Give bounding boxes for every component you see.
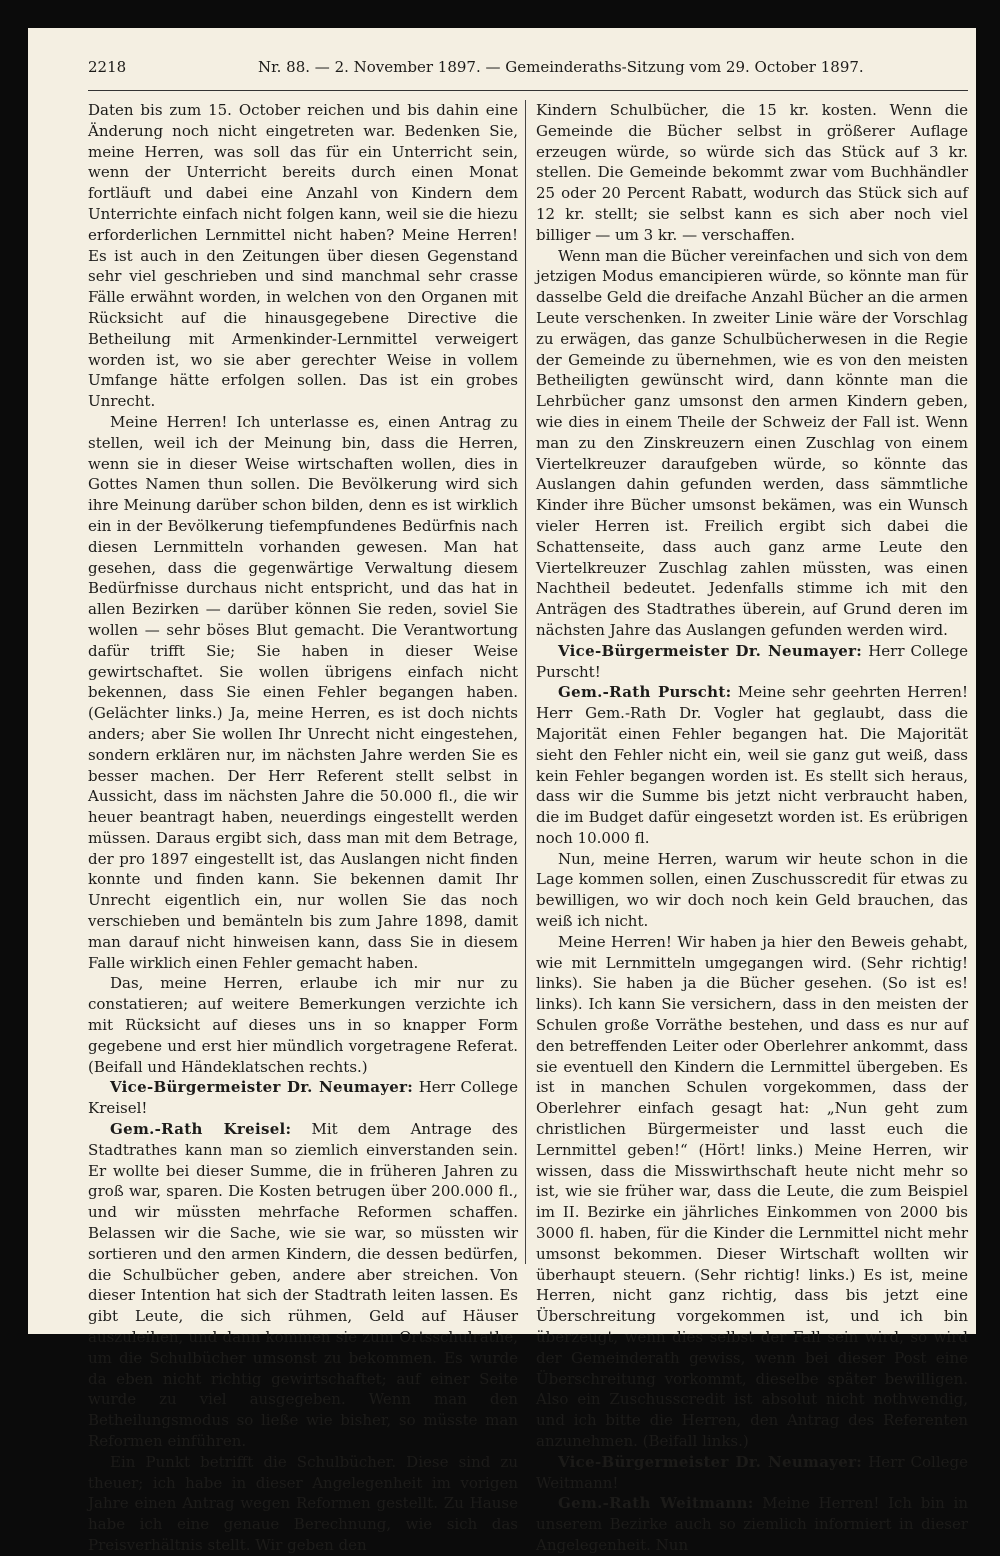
- paragraph: [536, 932, 968, 1452]
- paragraph-text: Kindern Schulbücher, die 15 kr. kosten. Wenn die Gemeinde die Bücher selbst in größerer Auflage erzeugen würde, so würde sich das Stück auf 3 kr. stellen. Die Gemeinde bekommt zwar vom Buchhändler 25 oder 20 Percent Rabatt, wodurch das Stück sich auf 12 kr. stellt; sie selbst kann es sich aber noch viel billiger — um 3 kr. — verschaffen.: [536, 101, 968, 244]
- paragraph-text: Herr College Kreisel!: [88, 1078, 518, 1118]
- right-column: [536, 100, 968, 1556]
- paragraph-text: Mit dem Antrage des Stadtrathes kann man so ziemlich einverstanden sein. Er wollte bei dieser Summe, die in früheren Jahren zu groß war, sparen. Die Kosten betrugen über 200.000 fl., und wir müssten mehrfache Reformen schaffen. Belassen wir die Sache, wie sie war, so müssten wir sortieren und den armen Kindern, die dessen bedürfen, die Schulbücher geben, andere aber streichen. Von dieser Intention hat sich der Stadtrath leiten lassen. Es gibt Leute, die sich rühmen, Geld auf Häuser auszuleihen, und dann kommen sie zum Ortsschulrathe, um die Schulbücher umsonst zu bekommen. Es wurde da eben nicht richtig gewirtschaftet; auf einer Seite wurde zu viel ausgegeben. Wenn man den Betheilungsmodus so ließe wie bisher, so müsste man Reformen einführen.: [88, 1120, 518, 1450]
- speaker-name: Gem.-Rath Purscht:: [558, 683, 732, 702]
- paragraph-text: Daten bis zum 15. October reichen und bis dahin eine Änderung noch nicht eingetreten war. Bedenken Sie, meine Herren, was soll das für ein Unterricht sein, wenn der Unterricht bereits durch einen Monat fortläuft und dabei eine Anzahl von Kindern dem Unterrichte einfach nicht folgen kann, weil sie die hiezu erforderlichen Lernmittel nicht haben? Meine Herren! Es ist auch in den Zeitungen über diesen Gegenstand sehr viel geschrieben und sind manchmal sehr crasse Fälle erwähnt worden, in welchen von den Organen mit Rücksicht auf die hinausgegebene Directive die Betheilung mit Armenkinder-Lernmittel verweigert worden ist, wo sie aber gerechter Weise in vollem Umfange hätte erfolgen sollen. Das ist ein grobes Unrecht.: [88, 101, 518, 411]
- speech-paragraph: [88, 1077, 518, 1119]
- speaker-name: Vice-Bürgermeister Dr. Neumayer:: [558, 1452, 863, 1471]
- left-column: [88, 100, 518, 1556]
- paragraph-text: Meine Herren! Ich unterlasse es, einen Antrag zu stellen, weil ich der Meinung bin, dass die Herren, wenn sie in dieser Weise wirtschaften wollen, dies in Gottes Namen thun sollen. Die Bevölkerung wird sich ihre Meinung darüber schon bilden, denn es ist wirklich ein in der Bevölkerung tiefempfundenes Bedürfnis nach diesen Lernmitteln vorhanden gewesen. Man hat gesehen, dass die gegenwärtige Verwaltung diesem Bedürfnisse durchaus nicht entspricht, und das hat in allen Bezirken — darüber können Sie reden, soviel Sie wollen — sehr böses Blut gemacht. Die Verantwortung dafür trifft Sie; Sie haben in dieser Weise gewirtschaftet. Sie wollen übrigens einfach nicht bekennen, dass Sie einen Fehler begangen haben. (Gelächter links.) Ja, meine Herren, es ist doch nichts anders; aber Sie wollen Ihr Unrecht nicht eingestehen, sondern erklären nur, im nächsten Jahre werden Sie es besser machen. Der Herr Referent stellt selbst in Aussicht, dass im nächsten Jahre die 50.000 fl., die wir heuer beantragt haben, neuerdings eingestellt werden müssen. Daraus ergibt sich, dass man mit dem Betrage, der pro 1897 eingestellt ist, das Auslangen nicht finden konnte und finden kann. Sie bekennen damit Ihr Unrecht eigentlich ein, nur wollen Sie das noch verschieben und bemänteln bis zum Jahre 1898, damit man darauf nicht hinweisen kann, dass Sie in diesem Falle wirklich einen Fehler gemacht haben.: [88, 412, 518, 972]
- paragraph-text: Wenn man die Bücher vereinfachen und sich von dem jetzigen Modus emancipieren würde, so könnte man für dasselbe Geld die dreifache Anzahl Bücher an die armen Leute verschenken. In zweiter Linie wäre der Vorschlag zu erwägen, das ganze Schulbücherwesen in die Regie der Gemeinde zu übernehmen, wie es von den meisten Betheiligten gewünscht wird, dann könnte man die Lehrbücher ganz umsonst den armen Kindern geben, wie dies in einem Theile der Schweiz der Fall ist. Wenn man zu den Zinskreuzern einen Zuschlag von einem Viertelkreuzer daraufgeben würde, so könnte das Auslangen dahin gefunden werden, dass sämmtliche Kinder ihre Bücher umsonst bekämen, was ein Wunsch vieler Herren ist. Freilich ergibt sich dabei die Schattenseite, dass auch ganz arme Leute den Viertelkreuzer Zuschlag zahlen müssten, was einen Nachtheil bedeutet. Jedenfalls stimme ich mit den Anträgen des Stadtrathes überein, auf Grund deren im nächsten Jahre das Auslangen gefunden werden wird.: [536, 246, 968, 639]
- paragraph: [536, 246, 968, 641]
- column-divider: [525, 100, 526, 1264]
- speech-paragraph: [536, 1493, 968, 1555]
- paragraph: [88, 412, 518, 974]
- header-rule: [88, 90, 968, 91]
- speaker-name: Gem.-Rath Kreisel:: [110, 1120, 292, 1139]
- newspaper-page: [28, 28, 976, 1554]
- paragraph-text: Ein Punkt betrifft die Schulbücher. Diese sind zu theuer; ich habe in dieser Angelegenheit im vorigen Jahre einen Antrag wegen Reformen gestellt. Zu Hause habe ich eine genaue Berechnung, wie sich das Preisverhältnis stellt. Wir geben den: [88, 1452, 518, 1554]
- speaker-name: Vice-Bürgermeister Dr. Neumayer:: [110, 1078, 414, 1097]
- paragraph: [88, 973, 518, 1077]
- speaker-name: Gem.-Rath Weitmann:: [558, 1494, 754, 1513]
- speech-paragraph: [88, 1119, 518, 1452]
- paragraph-text: Nun, meine Herren, warum wir heute schon in die Lage kommen sollen, einen Zuschusscredit für etwas zu bewilligen, wo wir doch noch kein Geld brauchen, das weiß ich nicht.: [536, 849, 968, 931]
- paragraph: [88, 100, 518, 412]
- paragraph: [536, 100, 968, 246]
- paragraph-text: Meine Herren! Wir haben ja hier den Beweis gehabt, wie mit Lernmitteln umgegangen wird. (Sehr richtig! links). Sie haben ja die Bücher gesehen. (So ist es! links). Ich kann Sie versichern, dass in den meisten der Schulen große Vorräthe bestehen, und dass es nur auf den betreffenden Leiter oder Oberlehrer ankommt, dass sie eventuell den Kindern die Lernmittel übergeben. Es ist in manchen Schulen vorgekommen, dass der Oberlehrer einfach gesagt hat: „Nun geht zum christlichen Bürgermeister und lasst euch die Lernmittel geben!“ (Hört! links.) Meine Herren, wir wissen, dass die Misswirthschaft heute nicht mehr so ist, wie sie früher war, dass die Leute, die zum Beispiel im II. Bezirke ein jährliches Einkommen von 2000 bis 3000 fl. haben, für die Kinder die Lernmittel nicht mehr umsonst bekommen. Dieser Wirtschaft wollten wir überhaupt steuern. (Sehr richtig! links.) Es ist, meine Herren, nicht ganz richtig, dass bis jetzt eine Überschreitung vorgekommen ist, und ich bin überzeugt, wenn dies selbst der Fall sein wird, so wird der Gemeinderath gewiss, wenn bei dieser Post eine Überschreitung vorkommt, dieselbe später bewilligen. Also ein Zuschusscredit ist absolut nicht nothwendig, und ich bitte die Herren, den Antrag des Referenten anzunehmen. (Beifall links.): [536, 932, 968, 1450]
- paragraph-text: Herr College Purscht!: [536, 641, 968, 681]
- speech-paragraph: [536, 641, 968, 683]
- paragraph-text: Das, meine Herren, erlaube ich mir nur zu constatieren; auf weitere Bemerkungen verzichte ich mit Rücksicht auf dieses uns in so knapper Form gegebene und erst hier mündlich vorgetragene Referat. (Beifall und Händeklatschen rechts.): [88, 974, 518, 1076]
- speech-paragraph: [536, 682, 968, 848]
- paragraph: [88, 1452, 518, 1556]
- page-header: [88, 58, 968, 82]
- paragraph-text: Herr College Weitmann!: [536, 1452, 968, 1492]
- paragraph-text: Meine sehr geehrten Herren! Herr Gem.-Rath Dr. Vogler hat geglaubt, dass die Majorität einen Fehler begangen hat. Die Majorität sieht den Fehler nicht ein, weil sie ganz gut weiß, dass kein Fehler begangen worden ist. Es stellt sich heraus, dass wir die Summe bis jetzt nicht verbraucht haben, die im Budget dafür eingesetzt worden ist. Es erübrigen noch 10.000 fl.: [536, 683, 968, 847]
- page-number: 2218: [88, 58, 127, 76]
- paragraph: [536, 849, 968, 932]
- running-title: Nr. 88. — 2. November 1897. — Gemeinderaths-Sitzung vom 29. October 1897.: [258, 58, 864, 76]
- paragraph-text: Meine Herren! Ich bin in unserem Bezirke auch so ziemlich informiert in dieser Angelegenheit. Nun: [536, 1494, 968, 1554]
- speaker-name: Vice-Bürgermeister Dr. Neumayer:: [558, 641, 863, 660]
- speech-paragraph: [536, 1452, 968, 1494]
